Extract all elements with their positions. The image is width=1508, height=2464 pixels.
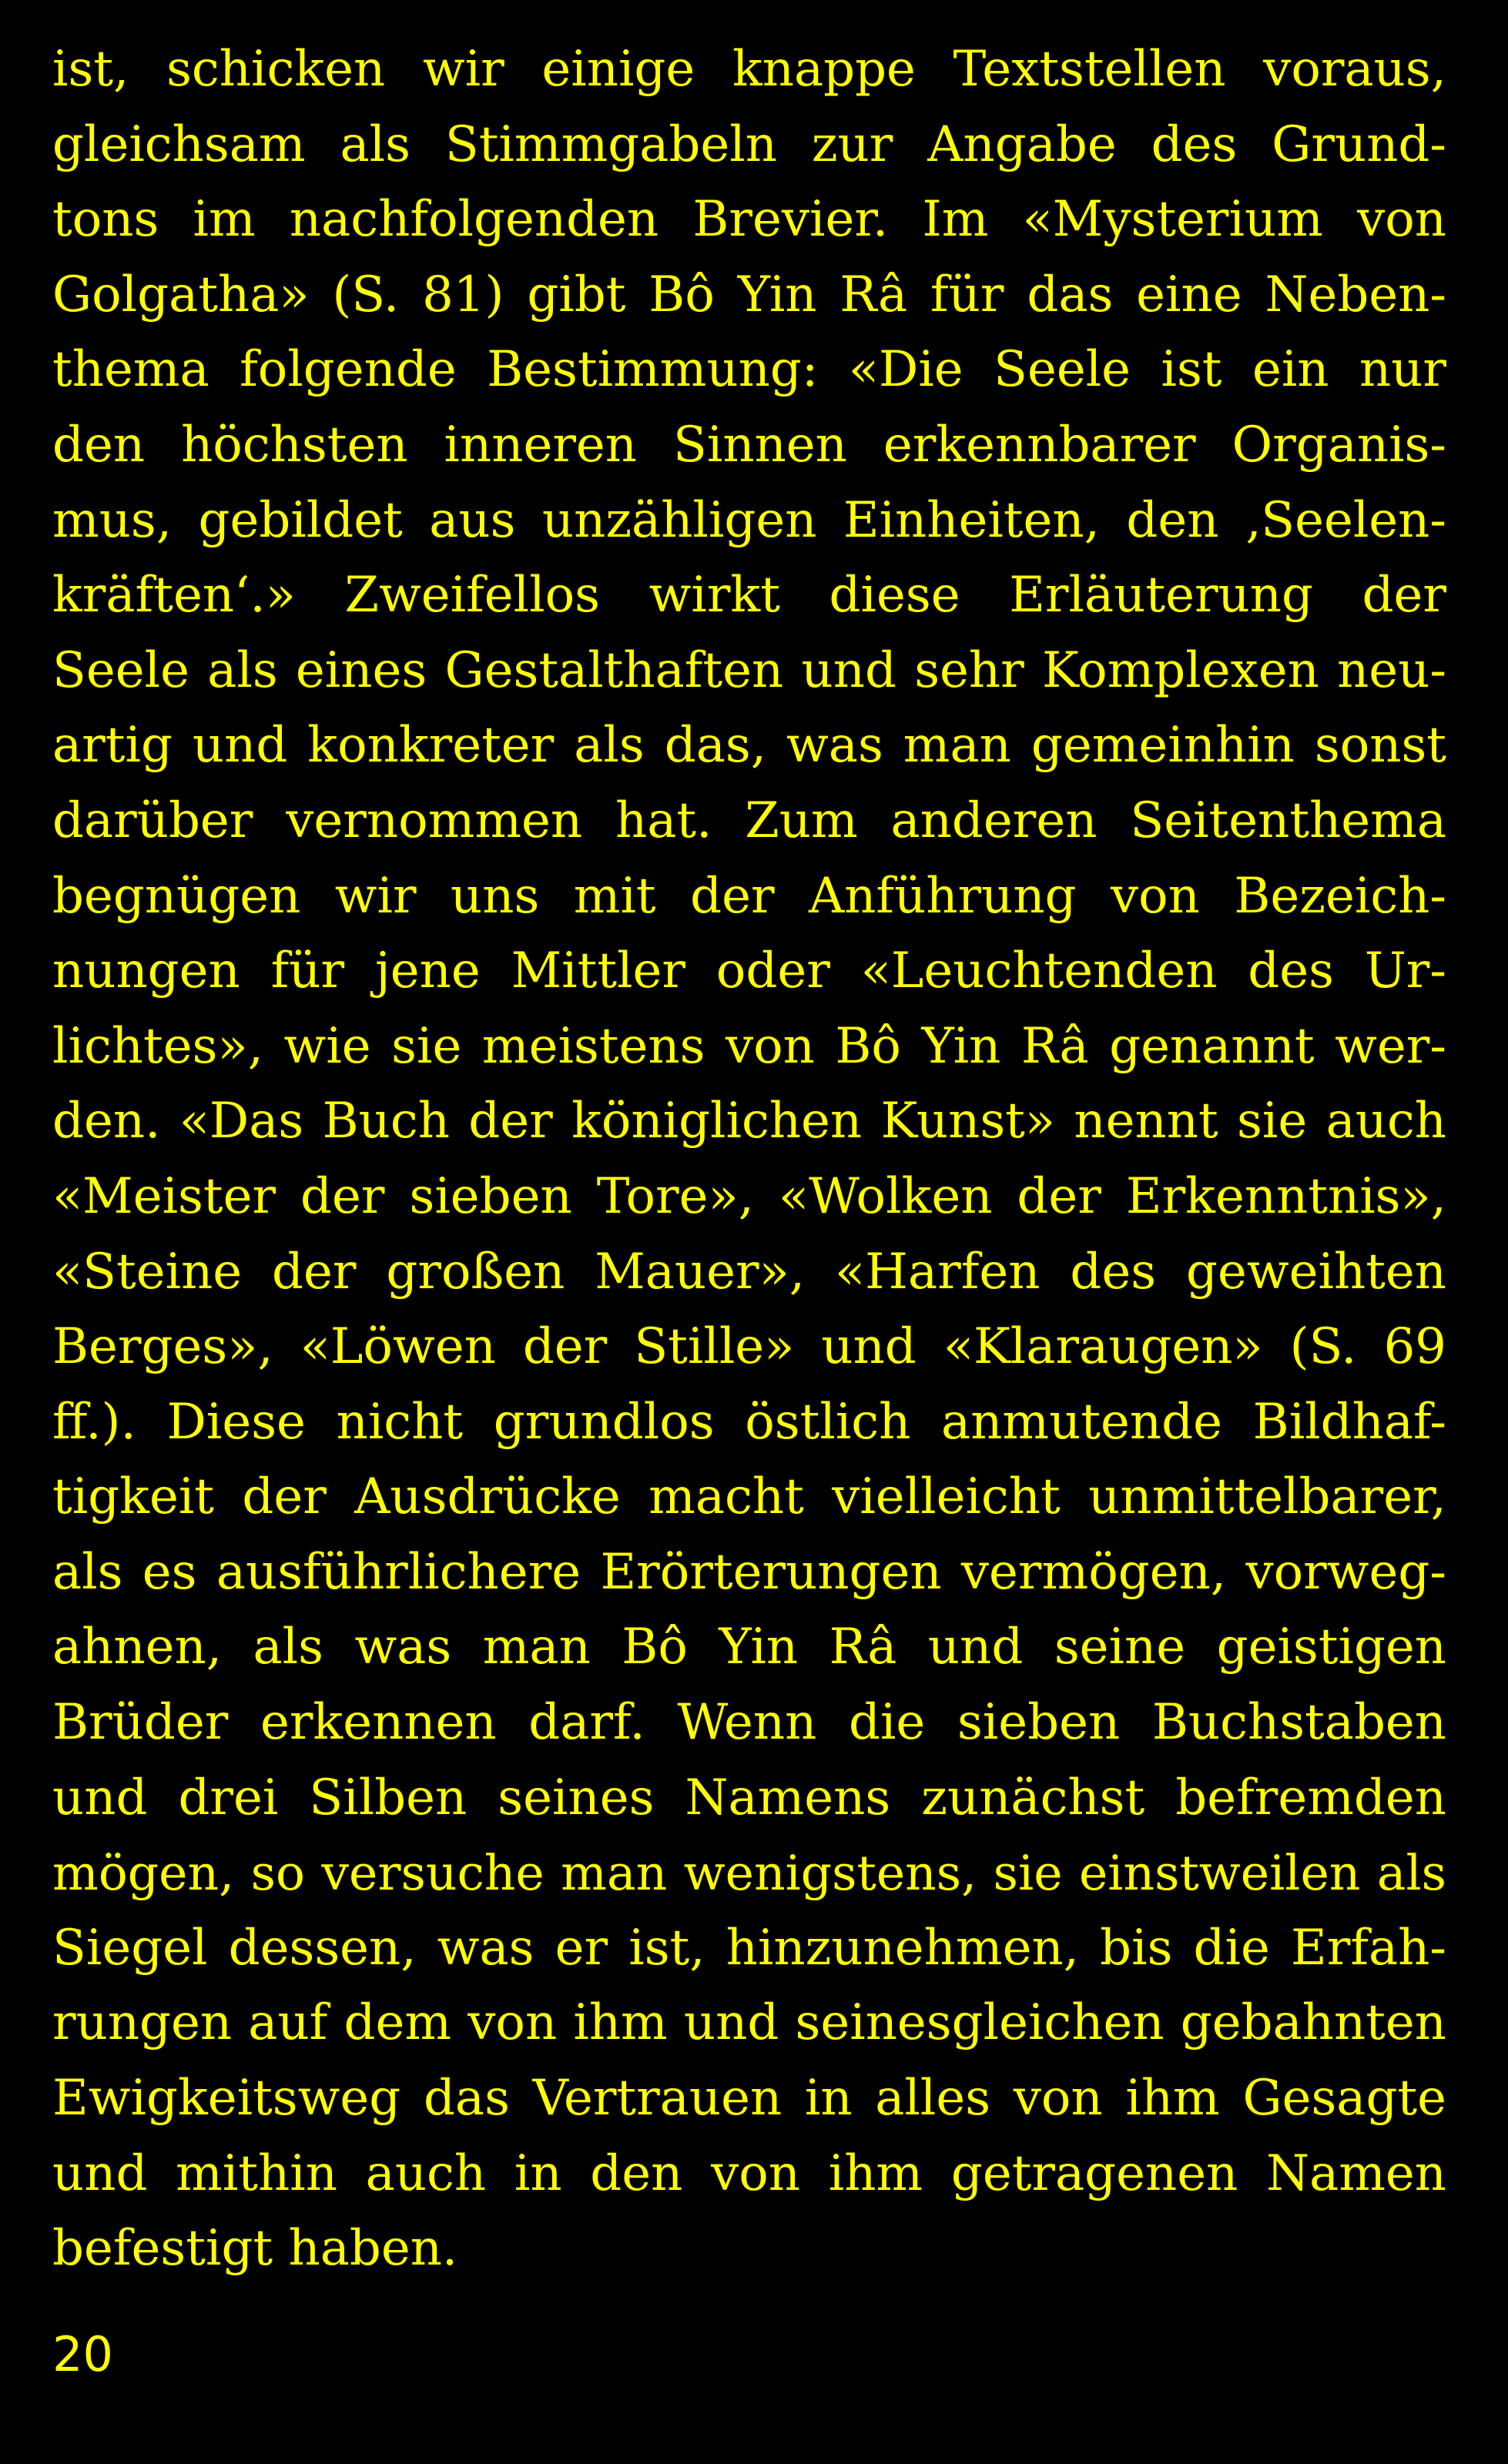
text-line: kräften‘.» Zweifellos wirkt diese Erläuterung der: [52, 567, 1446, 624]
text-line: und drei Silben seines Namens zunächst befremden: [52, 1769, 1446, 1826]
text-line: den höchsten inneren Sinnen erkennbarer Organis-: [52, 416, 1446, 474]
text-line: ahnen, als was man Bô Yin Râ und seine geistigen: [52, 1619, 1446, 1676]
text-line: mögen, so versuche man wenigstens, sie einstweilen als: [52, 1844, 1446, 1902]
text-line: «Steine der großen Mauer», «Harfen des geweihten: [52, 1243, 1446, 1301]
text-line: den. «Das Buch der königlichen Kunst» nennt sie auch: [52, 1093, 1446, 1150]
body-text: [52, 32, 1446, 2287]
text-line: Berges», «Löwen der Stille» und «Klaraugen» (S. 69: [52, 1318, 1446, 1376]
text-line: Siegel dessen, was er ist, hinzunehmen, bis die Erfah-: [52, 1919, 1446, 1977]
text-line: darüber vernommen hat. Zum anderen Seitenthema: [52, 792, 1446, 849]
text-line: als es ausführlichere Erörterungen vermögen, vorweg-: [52, 1543, 1446, 1601]
page-number: 20: [52, 2326, 113, 2382]
text-line: «Meister der sieben Tore», «Wolken der Erkenntnis»,: [52, 1167, 1446, 1225]
text-line: mus, gebildet aus unzähligen Einheiten, den ‚Seelen-: [52, 491, 1446, 549]
text-line: rungen auf dem von ihm und seinesgleichen gebahnten: [52, 1994, 1446, 2052]
text-line: nungen für jene Mittler oder «Leuchtenden des Ur-: [52, 942, 1446, 1000]
text-line: Golgatha» (S. 81) gibt Bô Yin Râ für das eine Neben-: [52, 266, 1446, 323]
text-line: tons im nachfolgenden Brevier. Im «Mysterium von: [52, 191, 1446, 249]
text-line: ist, schicken wir einige knappe Textstellen voraus,: [52, 41, 1446, 98]
text-line: gleichsam als Stimmgabeln zur Angabe des Grund-: [52, 116, 1446, 173]
text-line: artig und konkreter als das, was man gemeinhin sonst: [52, 717, 1446, 775]
text-line: ff.). Diese nicht grundlos östlich anmutende Bildhaf-: [52, 1393, 1446, 1451]
text-line: und mithin auch in den von ihm getragenen Namen: [52, 2144, 1446, 2202]
text-line-last: befestigt haben.: [52, 2220, 458, 2278]
text-line: thema folgende Bestimmung: «Die Seele ist ein nur: [52, 341, 1446, 399]
text-line: begnügen wir uns mit der Anführung von Bezeich-: [52, 867, 1446, 925]
text-line: tigkeit der Ausdrücke macht vielleicht unmittelbarer,: [52, 1468, 1446, 1526]
text-line: Ewigkeitsweg das Vertrauen in alles von ihm Gesagte: [52, 2070, 1446, 2128]
text-line: Seele als eines Gestalthaften und sehr Komplexen neu-: [52, 641, 1446, 699]
text-line: lichtes», wie sie meistens von Bô Yin Râ genannt wer-: [52, 1017, 1446, 1075]
text-line: Brüder erkennen darf. Wenn die sieben Buchstaben: [52, 1694, 1446, 1752]
